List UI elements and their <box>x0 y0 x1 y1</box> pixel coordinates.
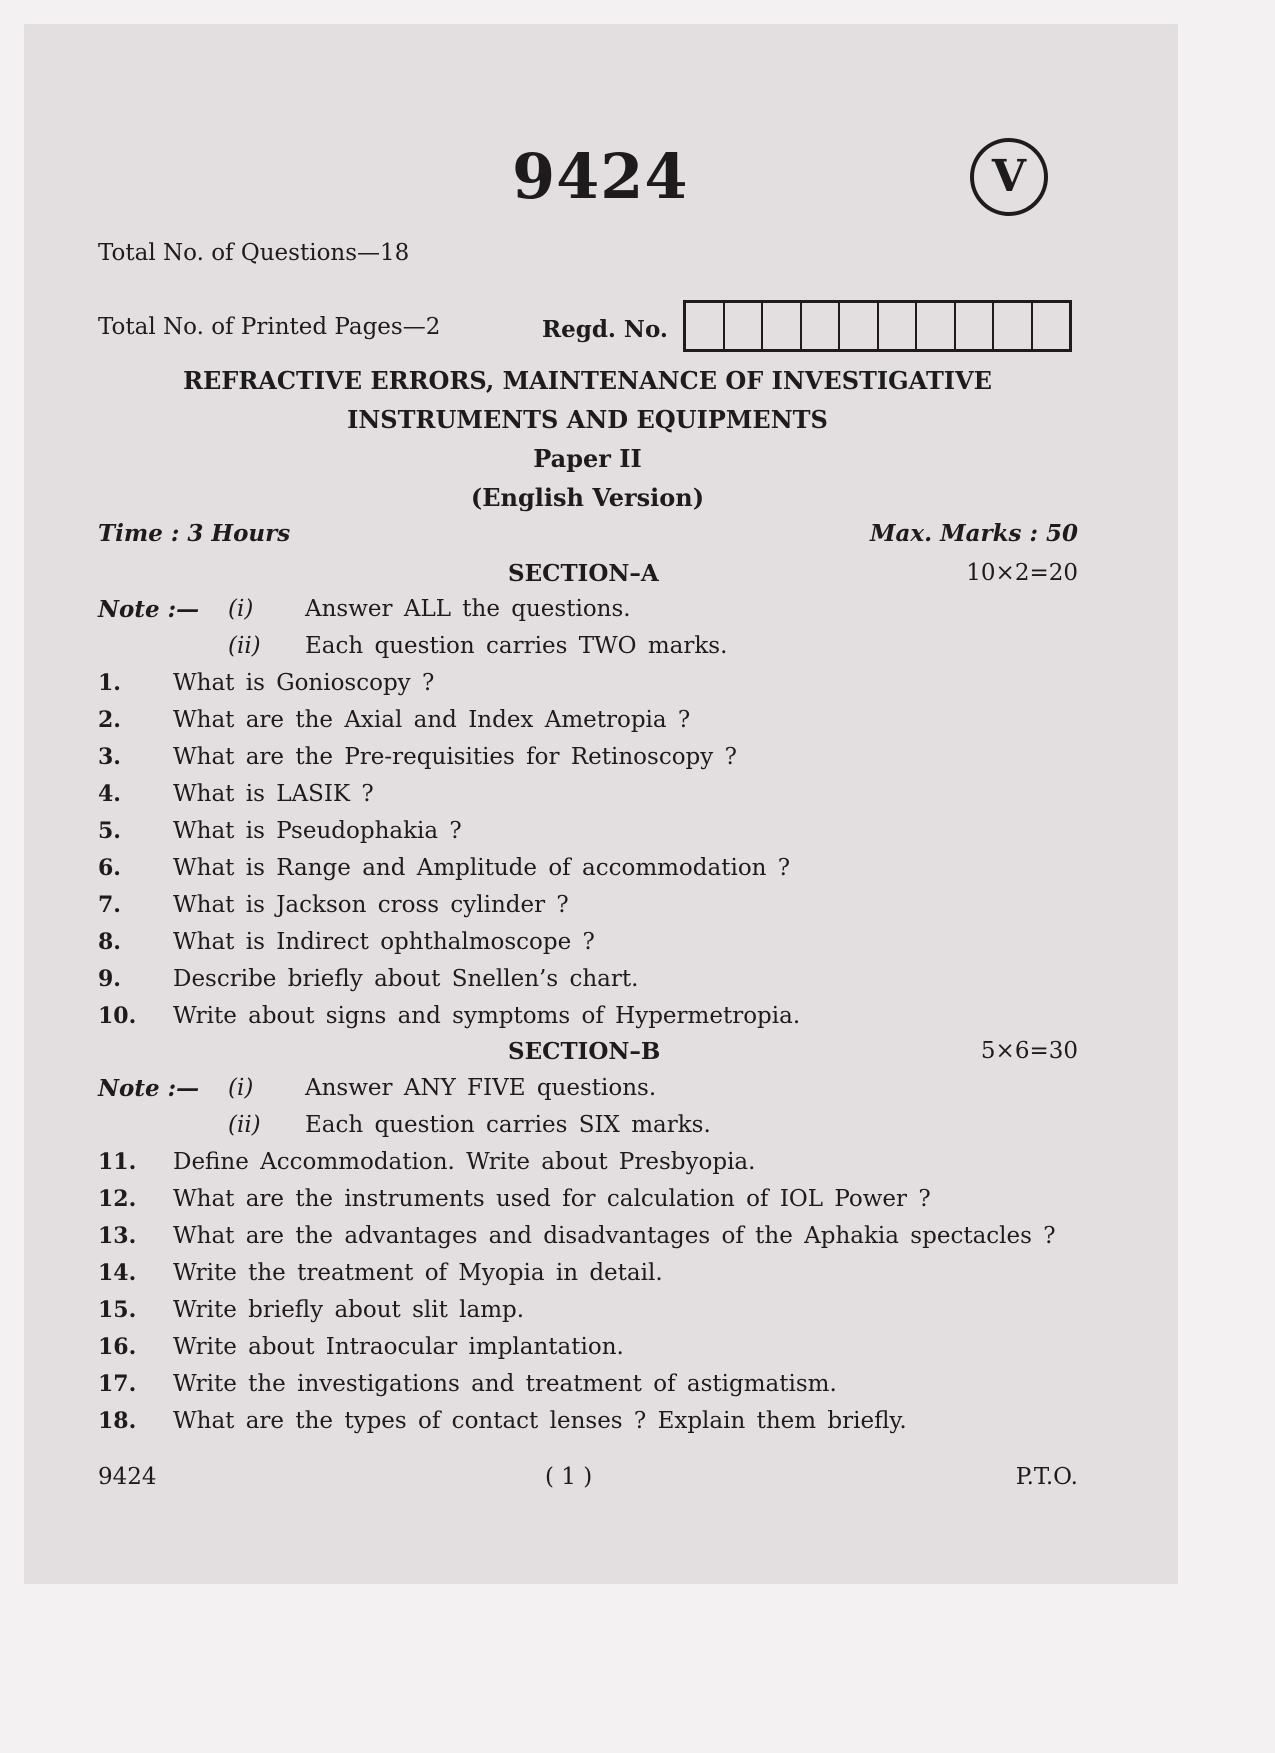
page-number: ( 1 ) <box>545 1464 593 1490</box>
note-number: (ii) <box>228 633 261 659</box>
section-a-title: SECTION–A <box>508 560 659 587</box>
regd-box[interactable] <box>686 303 725 349</box>
note-number: (i) <box>228 596 254 622</box>
question-text: What are the instruments used for calculation of IOL Power ? <box>173 1186 931 1212</box>
note-text: Answer ALL the questions. <box>305 596 631 622</box>
question-text: Define Accommodation. Write about Presbyopia. <box>173 1149 756 1175</box>
regd-box[interactable] <box>840 303 879 349</box>
question-number: 2. <box>98 707 121 733</box>
pto-label: P.T.O. <box>1015 1464 1078 1490</box>
language-version: (English Version) <box>470 483 705 512</box>
question-text: Write about signs and symptoms of Hypermetropia. <box>173 1003 801 1029</box>
question-text: What are the Axial and Index Ametropia ? <box>173 707 691 733</box>
question-text: Write the treatment of Myopia in detail. <box>173 1260 663 1286</box>
note-number: (i) <box>228 1075 254 1101</box>
note-text: Answer ANY FIVE questions. <box>305 1075 657 1101</box>
question-number: 17. <box>98 1371 137 1397</box>
question-number: 10. <box>98 1003 137 1029</box>
question-text: What is LASIK ? <box>173 781 374 807</box>
question-text: Write briefly about slit lamp. <box>173 1297 525 1323</box>
question-number: 16. <box>98 1334 137 1360</box>
total-questions: Total No. of Questions—18 <box>98 240 410 266</box>
question-number: 4. <box>98 781 121 807</box>
question-number: 18. <box>98 1408 137 1434</box>
regd-box[interactable] <box>879 303 918 349</box>
question-number: 5. <box>98 818 121 844</box>
question-number: 15. <box>98 1297 137 1323</box>
regd-box[interactable] <box>1033 303 1070 349</box>
note-number: (ii) <box>228 1112 261 1138</box>
paper-name: Paper II <box>533 444 642 473</box>
question-number: 12. <box>98 1186 137 1212</box>
question-number: 8. <box>98 929 121 955</box>
question-text: Write about Intraocular implantation. <box>173 1334 624 1360</box>
regd-number-boxes[interactable] <box>683 300 1072 352</box>
regd-box[interactable] <box>994 303 1033 349</box>
question-number: 13. <box>98 1223 137 1249</box>
question-text: What are the advantages and disadvantages of the Aphakia spectacles ? <box>173 1223 1056 1249</box>
paper-code: 9424 <box>512 140 689 213</box>
title-line2: INSTRUMENTS AND EQUIPMENTS <box>347 405 828 434</box>
question-text: Describe briefly about Snellen’s chart. <box>173 966 639 992</box>
section-a-note-label: Note :— <box>98 596 200 623</box>
question-number: 11. <box>98 1149 137 1175</box>
title-line1: REFRACTIVE ERRORS, MAINTENANCE OF INVESTIGATIVE <box>183 366 992 395</box>
regd-label: Regd. No. <box>542 316 668 343</box>
question-text: What is Range and Amplitude of accommodation ? <box>173 855 791 881</box>
regd-box[interactable] <box>725 303 764 349</box>
version-mark: V <box>970 138 1048 216</box>
note-text: Each question carries TWO marks. <box>305 633 728 659</box>
section-a-marks: 10×2=20 <box>966 560 1078 586</box>
question-text: What are the types of contact lenses ? Explain them briefly. <box>173 1408 907 1434</box>
section-b-marks: 5×6=30 <box>980 1038 1078 1064</box>
question-number: 9. <box>98 966 121 992</box>
regd-box[interactable] <box>956 303 995 349</box>
max-marks: Max. Marks : 50 <box>870 520 1078 547</box>
section-b-note-label: Note :— <box>98 1075 200 1102</box>
total-pages: Total No. of Printed Pages—2 <box>98 314 441 340</box>
time-allowed: Time : 3 Hours <box>98 520 291 547</box>
regd-box[interactable] <box>763 303 802 349</box>
question-text: What is Pseudophakia ? <box>173 818 462 844</box>
question-number: 3. <box>98 744 121 770</box>
footer-code: 9424 <box>98 1464 157 1490</box>
regd-box[interactable] <box>802 303 841 349</box>
question-number: 6. <box>98 855 121 881</box>
question-number: 14. <box>98 1260 137 1286</box>
question-number: 7. <box>98 892 121 918</box>
question-text: What is Jackson cross cylinder ? <box>173 892 569 918</box>
note-text: Each question carries SIX marks. <box>305 1112 711 1138</box>
question-text: What are the Pre-requisities for Retinoscopy ? <box>173 744 737 770</box>
question-number: 1. <box>98 670 121 696</box>
question-text: What is Indirect ophthalmoscope ? <box>173 929 595 955</box>
question-text: What is Gonioscopy ? <box>173 670 435 696</box>
question-text: Write the investigations and treatment of astigmatism. <box>173 1371 837 1397</box>
section-b-title: SECTION–B <box>508 1038 661 1065</box>
regd-box[interactable] <box>917 303 956 349</box>
